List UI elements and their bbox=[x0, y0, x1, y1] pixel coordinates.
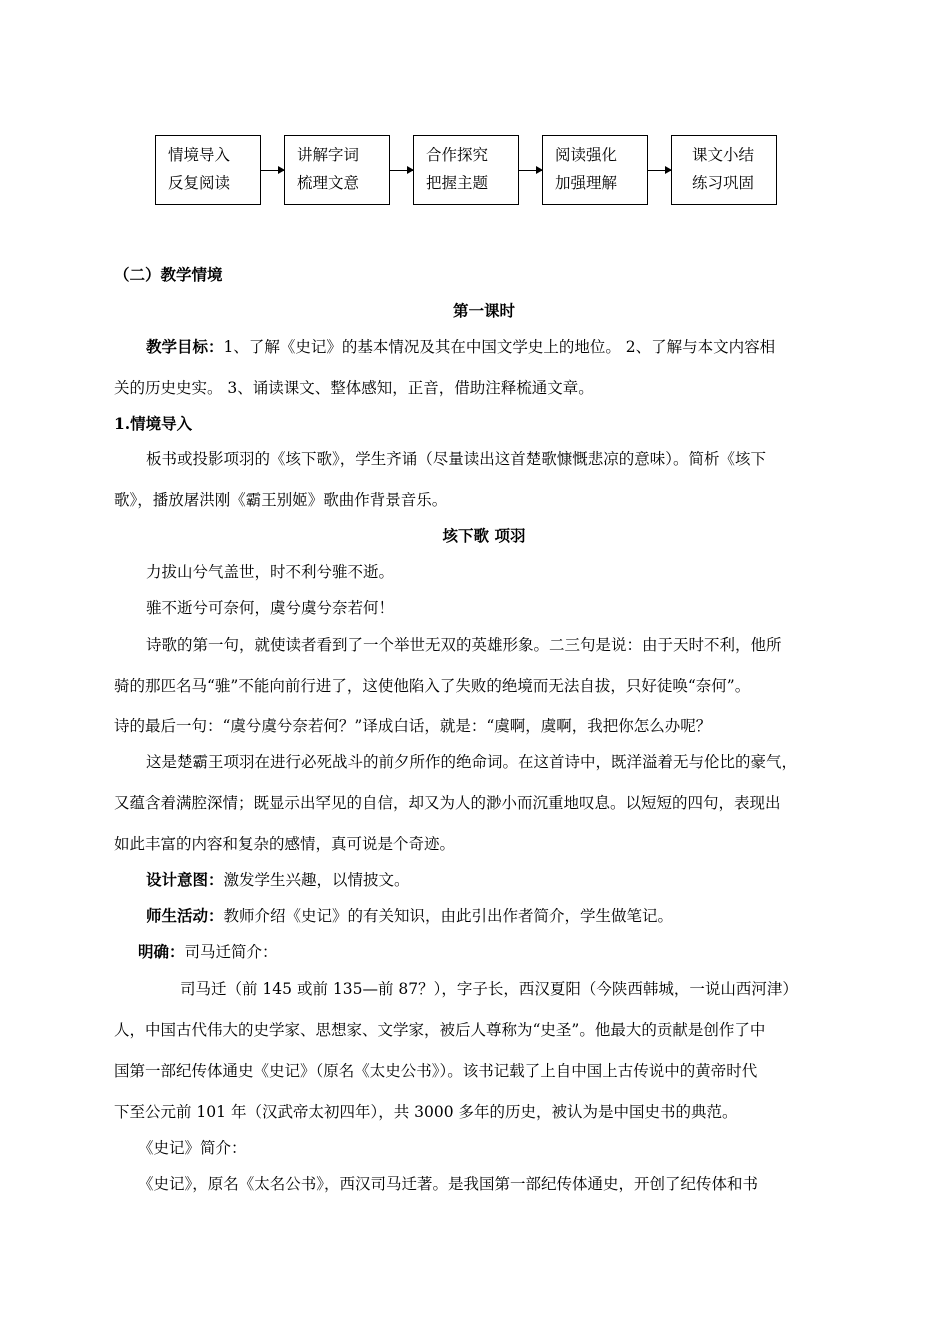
flow-step-2 bbox=[284, 135, 390, 205]
activity-label: 师生活动： bbox=[146, 906, 224, 925]
objectives-line2: 关的历史史实。 3、诵读课文、整体感知，正音，借助注释梳通文章。 bbox=[114, 379, 594, 397]
section-heading: （二）教学情境 bbox=[114, 265, 223, 284]
bio-line1: 司马迁（前 145 或前 135—前 87？），字子长，西汉夏阳（今陕西韩城，一说山西河津） bbox=[180, 980, 798, 998]
flow-step-5 bbox=[671, 135, 777, 205]
poem-title: 垓下歌 项羽 bbox=[442, 526, 526, 545]
intro-para-line2: 歌》，播放屠洪刚《霸王别姬》歌曲作背景音乐。 bbox=[114, 491, 448, 509]
design-text: 激发学生兴趣，以情披文。 bbox=[223, 871, 410, 889]
analysis1-line1: 诗歌的第一句，就使读者看到了一个举世无双的英雄形象。二三句是说：由于天时不利，他所 bbox=[146, 636, 782, 654]
flow-step-1 bbox=[155, 135, 261, 205]
clarify-label: 明确： bbox=[138, 942, 185, 961]
flow-arrow-1 bbox=[261, 170, 284, 171]
activity-text: 教师介绍《史记》的有关知识，由此引出作者简介，学生做笔记。 bbox=[223, 907, 674, 925]
objectives-text-1: 1、了解《史记》的基本情况及其在中国文学史上的地位。 2、了解与本文内容相 bbox=[223, 338, 776, 356]
objectives-label: 教学目标： bbox=[146, 337, 224, 356]
flow-step-1-line1: 情境导入 bbox=[168, 146, 231, 164]
clarify bbox=[138, 940, 878, 962]
activity bbox=[146, 904, 854, 926]
flow-arrow-3 bbox=[519, 170, 542, 171]
analysis1-line3: 诗的最后一句：“虞兮虞兮奈若何？”译成白话，就是：“虞啊，虞啊，我把你怎么办呢？ bbox=[114, 717, 712, 735]
flow-step-3 bbox=[413, 135, 519, 205]
bio-line2: 人，中国古代伟大的史学家、思想家、文学家，被后人尊称为“史圣”。他最大的贡献是创作了中 bbox=[114, 1021, 766, 1039]
flow-step-4 bbox=[542, 135, 648, 205]
analysis1-line2: 骑的那匹名马“骓”不能向前行进了，这使他陷入了失败的绝境而无法自拔，只好徒唤“奈何”。 bbox=[114, 677, 751, 695]
shiji-heading: 《史记》简介： bbox=[138, 1139, 247, 1157]
shiji-para: 《史记》，原名《太名公书》，西汉司马迁著。是我国第一部纪传体通史，开创了纪传体和书 bbox=[138, 1175, 759, 1193]
flow-step-5-line1: 课文小结 bbox=[692, 146, 755, 164]
flow-arrow-2 bbox=[390, 170, 413, 171]
flow-step-5-line2: 练习巩固 bbox=[692, 174, 755, 192]
poem-line1: 力拔山兮气盖世，时不利兮骓不逝。 bbox=[146, 563, 395, 581]
analysis2-line1: 这是楚霸王项羽在进行必死战斗的前夕所作的绝命词。在这首诗中，既洋溢着无与伦比的豪气， bbox=[146, 753, 798, 771]
flow-step-2-line1: 讲解字词 bbox=[297, 146, 360, 164]
analysis2-line2: 又蕴含着满腔深情；既显示出罕见的自信，却又为人的渺小而沉重地叹息。以短短的四句，表现出 bbox=[114, 794, 781, 812]
intro-para-line1: 板书或投影项羽的《垓下歌》，学生齐诵（尽量读出这首楚歌慷慨悲凉的意味）。简析《垓下 bbox=[146, 450, 767, 468]
poem-line2: 骓不逝兮可奈何，虞兮虞兮奈若何！ bbox=[146, 599, 395, 617]
flow-arrow-4 bbox=[648, 170, 671, 171]
flow-step-4-line1: 阅读强化 bbox=[555, 146, 618, 164]
design-intent bbox=[146, 868, 854, 890]
bio-line4: 下至公元前 101 年（汉武帝太初四年），共 3000 多年的历史，被认为是中国史书的典范。 bbox=[114, 1103, 738, 1121]
analysis2-line3: 如此丰富的内容和复杂的感情，真可说是个奇迹。 bbox=[114, 835, 456, 853]
flowchart bbox=[155, 135, 785, 207]
flow-step-3-line1: 合作探究 bbox=[426, 146, 489, 164]
flow-step-1-line2: 反复阅读 bbox=[168, 174, 231, 192]
objectives-line1 bbox=[146, 335, 854, 357]
lesson-title: 第一课时 bbox=[452, 301, 515, 320]
bio-line3: 国第一部纪传体通史《史记》（原名《太史公书》）。该书记载了上自中国上古传说中的黄帝时代 bbox=[114, 1062, 758, 1080]
intro-heading: 1.情境导入 bbox=[114, 414, 193, 433]
flow-step-4-line2: 加强理解 bbox=[555, 174, 618, 192]
flow-step-3-line2: 把握主题 bbox=[426, 174, 489, 192]
design-label: 设计意图： bbox=[146, 870, 224, 889]
flow-step-2-line2: 梳理文意 bbox=[297, 174, 360, 192]
clarify-text: 司马迁简介： bbox=[184, 943, 278, 961]
